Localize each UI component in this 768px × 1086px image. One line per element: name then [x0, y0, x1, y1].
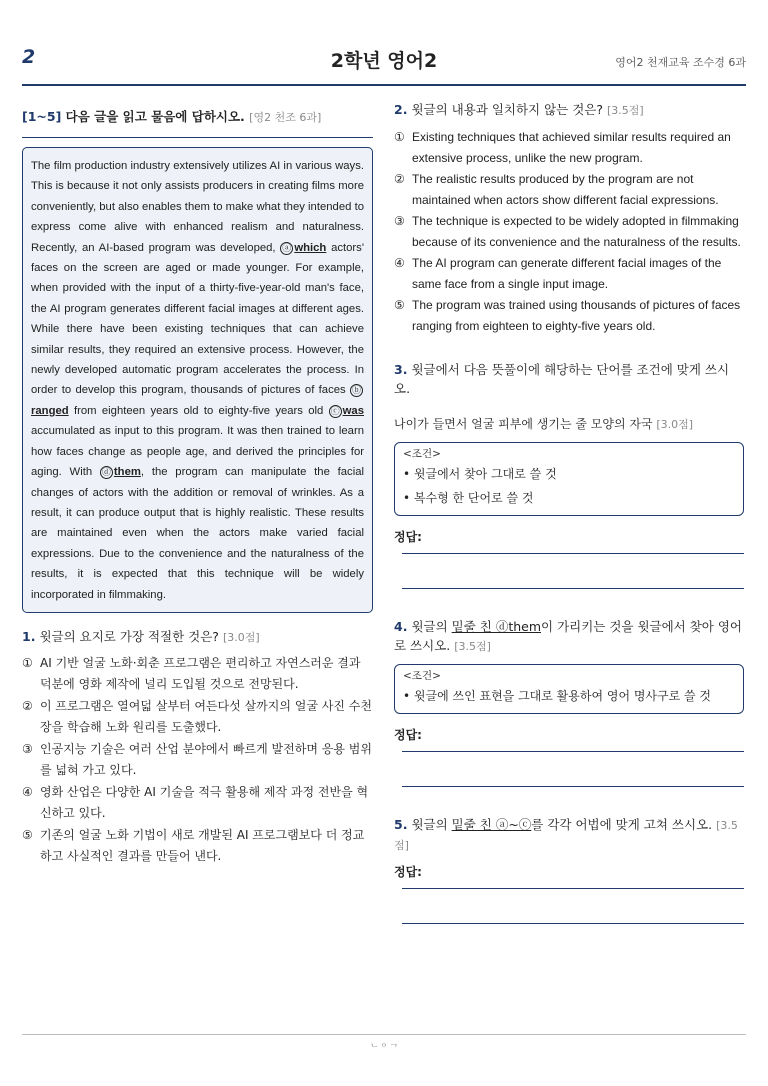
q3-definition [394, 415, 744, 434]
q1-option-2[interactable] [22, 696, 373, 738]
question-4 [394, 617, 744, 656]
underlined-word-b: ranged [31, 404, 69, 417]
instruction-source: [영2 천조 6과] [249, 111, 322, 124]
marker-c: ⓒ [330, 405, 340, 416]
question-number: 1. [22, 628, 36, 644]
q2-option-5[interactable] [394, 295, 744, 336]
option-text: AI 기반 얼굴 노화·회춘 프로그램은 편리하고 자연스러운 결과 덕분에 영화 제작에 널리 도입될 것으로 전망된다. [40, 655, 361, 691]
q3-answer-label: 정답: [394, 530, 422, 544]
question-5 [394, 815, 744, 855]
option-number: ④ [22, 784, 33, 799]
condition-item: • 윗글에서 찾아 그대로 쓸 것 [403, 467, 557, 481]
question-points: [3.5점] [394, 819, 738, 852]
option-text: The realistic results produced by the program are not maintained when actors show different facial expressions. [412, 172, 719, 207]
option-number: ① [394, 130, 405, 144]
option-number: ② [394, 172, 405, 186]
q1-option-4[interactable] [22, 782, 373, 824]
question-text: 윗글의 [411, 619, 452, 634]
question-range: [1~5] [22, 109, 62, 124]
underlined-reference: 밑줄 친 ⓐ~ⓒ [451, 817, 532, 832]
condition-item: • 윗글에 쓰인 표현을 그대로 활용하여 영어 명사구로 쓸 것 [403, 689, 712, 703]
option-number: ③ [394, 214, 405, 228]
question-text: 윗글의 내용과 일치하지 않는 것은? [411, 102, 604, 117]
option-text: 인공지능 기술은 여러 산업 분야에서 빠르게 발전하며 응용 범위를 넓혀 가고 있다. [40, 741, 372, 777]
question-1 [22, 627, 373, 647]
option-number: ⑤ [22, 827, 33, 842]
q1-options [22, 653, 373, 867]
q2-option-2[interactable] [394, 169, 744, 210]
q4-condition-box [394, 664, 744, 714]
passage-text: actors' faces on the screen are aged or made younger. For example, when provided with the input of a thirty-five-year-old man's face, the AI program generates different facial images at different ages. While there have been existing techniques that can achieve similar results, they required an extensive process. However, the newly developed automatic program accelerates the process. In order to develop this program, thousands of pictures of faces [31, 241, 364, 397]
option-text: The AI program can generate different facial images of the same face from a single input image. [412, 256, 722, 291]
underlined-word-c: was [342, 404, 364, 417]
question-3 [394, 360, 744, 398]
question-points: [3.5점] [454, 640, 491, 653]
condition-item: • 복수형 한 단어로 쓸 것 [403, 491, 534, 505]
left-column [22, 108, 373, 868]
footer-rule [22, 1034, 746, 1035]
question-text: 를 각각 어법에 맞게 고쳐 쓰시오. [531, 817, 713, 832]
question-2 [394, 100, 744, 120]
question-number: 2. [394, 102, 408, 117]
option-text: The program was trained using thousands of pictures of faces ranging from eighteen to eighty-five years old. [412, 298, 741, 333]
q3-answer-line-1[interactable] [402, 553, 744, 554]
condition-title: <조건> [403, 670, 441, 682]
reading-passage [22, 147, 373, 613]
q3-answer-line-2[interactable] [402, 588, 744, 589]
q3-condition-box [394, 442, 744, 516]
option-text: 기존의 얼굴 노화 기법이 새로 개발된 AI 프로그램보다 더 정교하고 사실적인 결과를 만들어 낸다. [40, 827, 365, 863]
q5-answer-label: 정답: [394, 865, 422, 879]
underlined-reference: 밑줄 친 ⓓthem [451, 619, 542, 634]
option-text: Existing techniques that achieved similar results required an extensive process, unlike the new program. [412, 130, 731, 165]
underlined-word-a: which [294, 241, 327, 254]
instruction [22, 108, 373, 127]
question-text: 이 가리키는 것을 윗글에서 찾아 영어로 쓰시오. [394, 619, 743, 653]
marker-a: ⓐ [282, 242, 292, 253]
option-text: 영화 산업은 다양한 AI 기술을 적극 활용해 제작 과정 전반을 혁신하고 있다. [40, 784, 369, 820]
option-number: ⑤ [394, 298, 405, 312]
right-column [394, 100, 744, 924]
passage-text: from eighteen years old to eighty-five years old [68, 404, 329, 417]
definition-text: 나이가 들면서 얼굴 피부에 생기는 줄 모양의 자국 [394, 417, 653, 431]
q1-option-3[interactable] [22, 739, 373, 781]
q2-option-1[interactable] [394, 127, 744, 168]
question-text: 윗글의 [411, 817, 452, 832]
footer-page-number: ᄂᄋᄀ [369, 1044, 399, 1055]
q4-answer-label: 정답: [394, 728, 422, 742]
page-number: 2 [22, 46, 36, 68]
question-number: 5. [394, 817, 408, 832]
q1-option-1[interactable] [22, 653, 373, 695]
header-rule [22, 84, 746, 86]
instruction-text: 다음 글을 읽고 물음에 답하시오. [65, 109, 245, 124]
passage-text: accumulated as input to this program. It was then trained to learn how faces change as people age, and derived the principles for aging. With [31, 425, 364, 479]
marker-d: ⓓ [101, 467, 111, 478]
condition-title: <조건> [403, 448, 441, 460]
question-points: [3.0점] [656, 418, 694, 431]
q2-option-3[interactable] [394, 211, 744, 252]
q1-option-5[interactable] [22, 825, 373, 867]
q4-answer-line-1[interactable] [402, 751, 744, 752]
q5-answer-line-1[interactable] [402, 888, 744, 889]
page-title: 2학년 영어2 [330, 50, 438, 72]
question-text: 윗글에서 다음 뜻풀이에 해당하는 단어를 조건에 맞게 쓰시오. [394, 362, 730, 396]
marker-b: ⓑ [351, 385, 361, 396]
q4-answer-line-2[interactable] [402, 786, 744, 787]
option-text: 이 프로그램은 열여덟 살부터 여든다섯 살까지의 얼굴 사진 수천 장을 학습해 노화 원리를 도출했다. [40, 698, 372, 734]
option-text: The technique is expected to be widely adopted in filmmaking because of its convenience and the naturalness of the results. [412, 214, 741, 249]
question-number: 3. [394, 362, 408, 377]
underlined-word-d: them [113, 466, 141, 479]
q5-answer-line-2[interactable] [402, 923, 744, 924]
option-number: ② [22, 698, 33, 713]
question-points: [3.0점] [222, 630, 260, 644]
q2-options [394, 127, 744, 336]
passage-text: The film production industry extensively utilizes AI in various ways. This is because it not only assists producers in creating films more conveniently, but also enables them to make what they intended to express come alive with enhanced realism and naturalness. Recently, an AI-based program was developed, [31, 160, 364, 254]
option-number: ④ [394, 256, 405, 270]
option-number: ③ [22, 741, 33, 756]
passage-text: , the program can manipulate the facial changes of actors with the addition or removal of wrinkles. As a result, it can produce output that is highly realistic. These results are maintained even when the actors make varied facial expressions. Due to the convenience and the naturalness of the results, it is expected that this technique will be widely incorporated in filmmaking. [31, 466, 365, 601]
instruction-rule [22, 137, 373, 138]
question-text: 윗글의 요지로 가장 적절한 것은? [39, 628, 219, 644]
question-number: 4. [394, 619, 408, 634]
option-number: ① [22, 655, 33, 670]
question-points: [3.5점] [607, 104, 644, 117]
header-source: 영어2 천재교육 조수경 6과 [615, 56, 746, 69]
q2-option-4[interactable] [394, 253, 744, 294]
